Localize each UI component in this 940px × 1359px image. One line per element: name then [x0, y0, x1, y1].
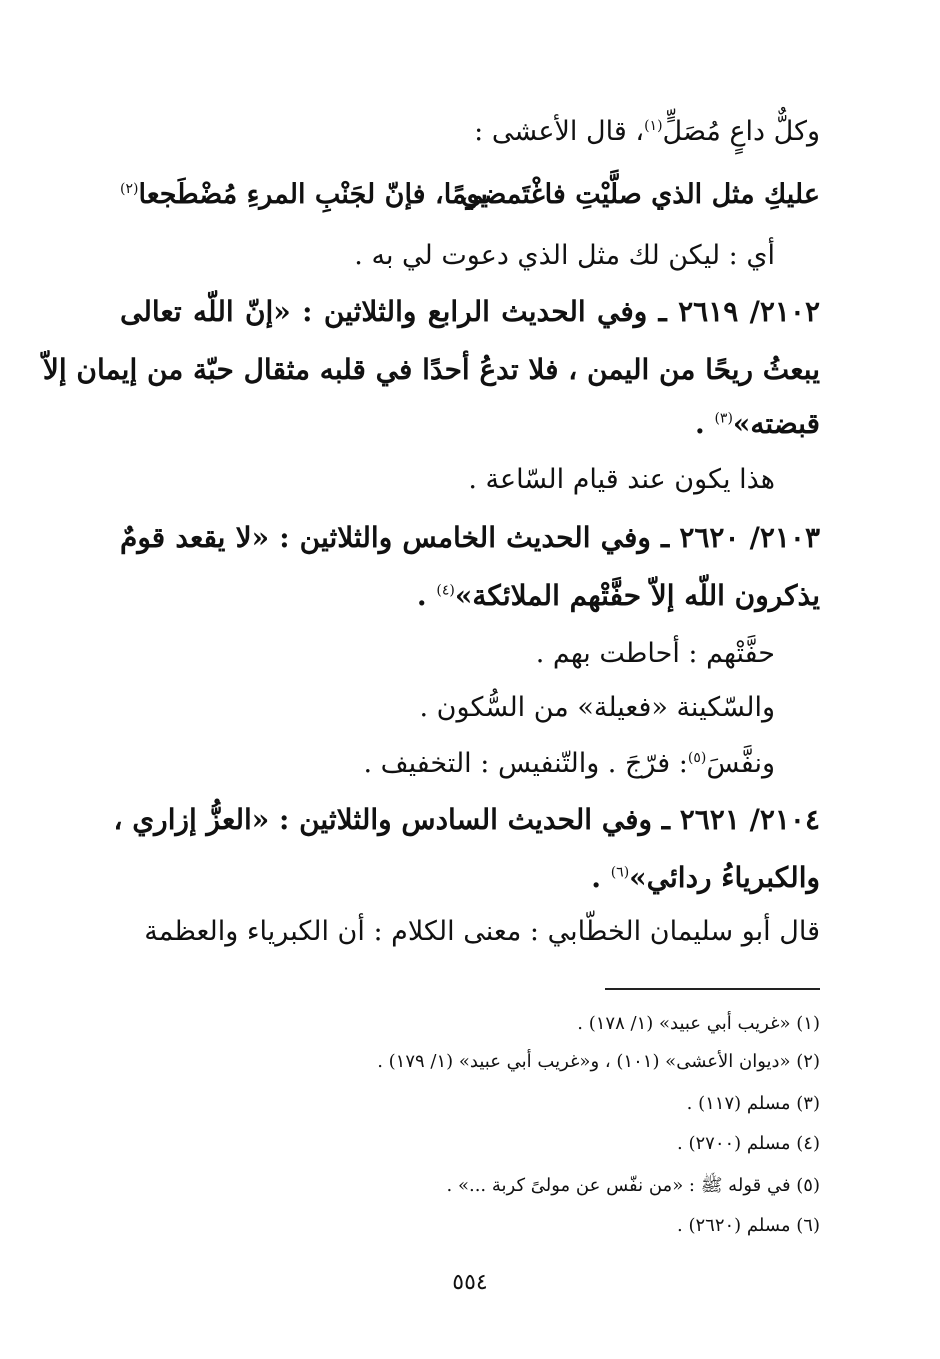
verse-hemistich-first: عليكِ مثل الذي صلَّيْتِ فاغْتَمضي: [460, 179, 820, 210]
footnote-ref[interactable]: (٤): [436, 582, 455, 599]
text-segment: ، قال الأعشى :: [474, 116, 645, 147]
comment-line: والسّكينة «فعيلة» من السُّكون .: [419, 692, 775, 723]
text-segment: : فرّجَ . والتّنفيس : التخفيف .: [363, 748, 688, 779]
text-line-1: [120, 112, 820, 152]
hadith-2102-line-3: [120, 404, 820, 444]
hadith-2103-line-2: [120, 576, 820, 616]
footnote-4: (٤) مسلم (٢٧٠٠) .: [677, 1133, 820, 1154]
page-number: ٥٥٤: [452, 1270, 488, 1295]
footnote-ref[interactable]: (١): [644, 118, 663, 134]
text-segment: والكبرياءُ ردائي»: [629, 861, 820, 894]
comment-line: هذا يكون عند قيام السّاعة .: [468, 464, 775, 495]
footnote-ref[interactable]: (٣): [714, 410, 733, 427]
footnote-5: (٥) في قوله ﷺ : «من نفّس عن مولىً كربة ...» .: [446, 1175, 820, 1196]
text-segment: يذكرون اللّه إلاّ حفَّتْهم الملائكة»: [454, 579, 820, 612]
footnote-ref[interactable]: (٢): [120, 181, 139, 197]
text-segment: .: [694, 407, 715, 440]
text-line-last: قال أبو سليمان الخطّابي : معنى الكلام : أن الكبرياء والعظمة: [144, 916, 820, 947]
text-segment: .: [591, 861, 611, 894]
text-segment: قبضته»: [732, 407, 820, 440]
hadith-2104-line-1: ٢١٠٤/ ٢٦٢١ ـ وفي الحديث السادس والثلاثين : «العزُّ إزاري ،: [113, 803, 820, 836]
text-segment: ونفَّسَ: [706, 748, 775, 779]
explanation-line: أي : ليكن لك مثل الذي دعوت لي به .: [354, 240, 775, 271]
text-segment: وكلٌّ داعٍ مُصَلٍّ: [662, 116, 820, 147]
footnote-ref[interactable]: (٥): [687, 750, 707, 766]
hadith-2103-line-1: ٢١٠٣/ ٢٦٢٠ ـ وفي الحديث الخامس والثلاثين : «لا يقعد قومٌ: [120, 521, 820, 554]
text-segment: يومًا، فإنّ لجَنْبِ المرءِ مُضْطَجعا: [138, 179, 488, 210]
footnote-2: (٢) «ديوان الأعشى» (١٠١) ، و«غريب أبي عبيد» (١/ ١٧٩) .: [377, 1051, 820, 1072]
text-segment: .: [416, 579, 437, 612]
verse-hemistich-second: [120, 172, 488, 218]
hadith-2104-line-2: [120, 858, 820, 898]
poetry-verse: [120, 172, 820, 218]
hadith-2102-line-1: ٢١٠٢/ ٢٦١٩ ـ وفي الحديث الرابع والثلاثين : «إنّ اللّه تعالى: [120, 295, 820, 328]
comment-line: [120, 744, 775, 784]
hadith-2102-line-2: يبعثُ ريحًا من اليمن ، فلا تدعُ أحدًا في قلبه مثقال حبّة من إيمان إلاّ: [42, 353, 820, 386]
footnote-3: (٣) مسلم (١١٧) .: [686, 1093, 820, 1114]
footnote-ref[interactable]: (٦): [610, 864, 630, 881]
comment-line: حفَّتْهم : أحاطت بهم .: [535, 638, 775, 669]
footnote-1: (١) «غريب أبي عبيد» (١/ ١٧٨) .: [577, 1013, 820, 1034]
footnote-6: (٦) مسلم (٢٦٢٠) .: [677, 1215, 820, 1236]
footnote-separator: [605, 988, 820, 990]
